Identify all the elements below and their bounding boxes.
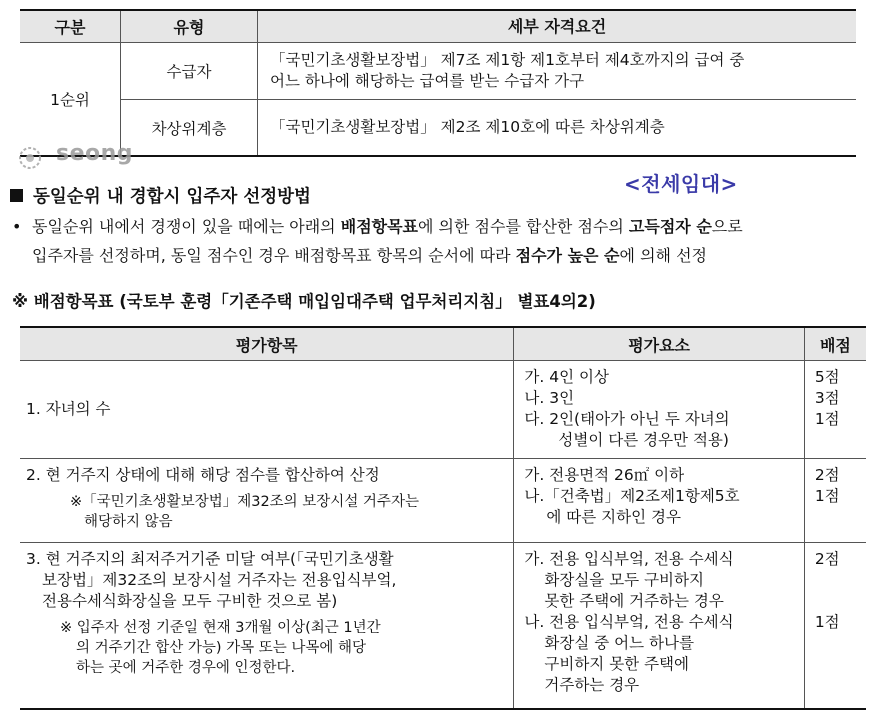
paragraph-line-2-text — [32, 246, 707, 265]
header-points: 배점 — [804, 327, 866, 361]
paragraph-line-1 — [12, 212, 872, 241]
eligibility-row — [20, 100, 856, 157]
scoring-header-row — [20, 327, 866, 361]
elements-cell — [514, 361, 804, 459]
paragraph-text: 에 의한 점수를 합산한 점수의 — [418, 217, 629, 236]
point-value: 5점 — [814, 368, 840, 386]
paragraph-line-2 — [12, 241, 872, 270]
detail-cell — [258, 100, 857, 157]
criteria-note: 의 거주기간 합산 가능) 가목 또는 나목에 해당 — [76, 640, 367, 656]
jeonse-tag: <전세임대> — [624, 172, 738, 196]
detail-line: 「국민기초생활보장법」 제2조 제10호에 따른 차상위계층 — [270, 118, 665, 136]
criteria-note: 하는 곳에 거주한 경우에 인정한다. — [76, 660, 296, 676]
point-value — [815, 591, 866, 612]
criteria-line: 전용수세식화장실을 모두 구비한 것으로 봄) — [42, 592, 338, 610]
criteria-note: 해당하지 않음 — [84, 514, 173, 530]
type-cell: 수급자 — [121, 43, 258, 100]
header-type: 유형 — [121, 10, 258, 43]
elements-cell — [514, 459, 804, 543]
selection-paragraph — [12, 212, 872, 270]
header-elements: 평가요소 — [514, 327, 804, 361]
element-line: 화장실을 모두 구비하지 — [544, 571, 704, 589]
paragraph-text: 으로 — [711, 217, 743, 236]
square-bullet-icon — [10, 189, 23, 202]
point-value: 1점 — [814, 613, 840, 631]
emphasis-text: 배점항목표 — [340, 217, 419, 236]
detail-line: 어느 하나에 해당하는 급여를 받는 수급자 가구 — [270, 72, 585, 90]
element-line: 다. 2인(태아가 아닌 두 자녀의 — [524, 410, 730, 428]
point-value: 1점 — [814, 410, 840, 428]
detail-line: 「국민기초생활보장법」 제7조 제1항 제1호부터 제4호까지의 급여 중 — [270, 51, 745, 69]
scoring-table — [20, 326, 866, 710]
criteria-cell — [20, 459, 514, 543]
criteria-line: 3. 현 거주지의 최저주거기준 미달 여부(「국민기초생활 — [26, 550, 394, 568]
criteria-cell — [20, 543, 514, 709]
element-line: 화장실 중 어느 하나를 — [544, 634, 694, 652]
section-title — [10, 183, 311, 208]
scoring-table-title: ※ 배점항목표 (국토부 훈령「기존주택 매입임대주택 업무처리지침」 별표4의2) — [12, 292, 596, 311]
element-line: 나. 3인 — [524, 389, 575, 407]
point-value — [815, 570, 866, 591]
eligibility-table — [20, 9, 856, 157]
emphasis-text: 점수가 높은 순 — [515, 246, 620, 265]
emphasis-text: 고득점자 순 — [628, 217, 712, 236]
paragraph-text: 입주자를 선정하며, 동일 점수인 경우 배점항목표 항목의 순서에 따라 — [32, 246, 516, 265]
seong-watermark — [12, 141, 134, 173]
paragraph-text: 에 의해 선정 — [619, 246, 707, 265]
watermark-logo-icon — [12, 143, 52, 173]
element-line: 에 따른 지하인 경우 — [546, 508, 681, 526]
header-category: 구분 — [20, 10, 121, 43]
paragraph-text: 동일순위 내에서 경쟁이 있을 때에는 아래의 — [32, 217, 341, 236]
section-title-text: 동일순위 내 경합시 입주자 선정방법 — [33, 187, 311, 207]
point-value: 2점 — [814, 466, 840, 484]
criteria-cell — [20, 361, 514, 459]
points-cell — [804, 361, 866, 459]
point-value: 2점 — [814, 550, 840, 568]
scoring-row — [20, 459, 866, 543]
criteria-line: 1. 자녀의 수 — [26, 400, 111, 418]
element-line: 나.「건축법」제2조제1항제5호 — [524, 487, 740, 505]
criteria-note: ※ 입주자 선정 기준일 현재 3개월 이상(최근 1년간 — [60, 620, 381, 636]
rank-cell: 1순위 — [50, 91, 90, 109]
paragraph-line-1-text — [32, 217, 743, 236]
element-line: 가. 전용 입식부엌, 전용 수세식 — [524, 550, 734, 568]
points-cell — [804, 459, 866, 543]
element-line: 가. 4인 이상 — [524, 368, 609, 386]
element-line: 못한 주택에 거주하는 경우 — [544, 592, 724, 610]
criteria-line: 보장법」제32조의 보장시설 거주자는 전용입식부엌, — [42, 571, 397, 589]
header-detail: 세부 자격요건 — [258, 10, 857, 43]
header-criteria: 평가항목 — [20, 327, 514, 361]
element-line: 성별이 다른 경우만 적용) — [558, 431, 729, 449]
element-line: 거주하는 경우 — [544, 676, 640, 694]
eligibility-row — [20, 43, 856, 100]
element-line: 나. 전용 입식부엌, 전용 수세식 — [524, 613, 734, 631]
points-cell — [804, 543, 866, 709]
scoring-row — [20, 361, 866, 459]
detail-cell — [258, 43, 857, 100]
elements-cell — [514, 543, 804, 709]
watermark-text: seong — [56, 141, 134, 166]
eligibility-header-row — [20, 10, 856, 43]
type-cell: 차상위계층 — [121, 100, 258, 157]
point-value: 1점 — [814, 487, 840, 505]
bullet-dot-icon: • — [12, 217, 22, 236]
point-value: 3점 — [814, 389, 840, 407]
element-line: 가. 전용면적 26㎡ 이하 — [524, 466, 685, 484]
scoring-row — [20, 543, 866, 709]
criteria-line: 2. 현 거주지 상태에 대해 해당 점수를 합산하여 산정 — [26, 466, 380, 484]
criteria-note: ※「국민기초생활보장법」제32조의 보장시설 거주자는 — [70, 494, 419, 510]
element-line: 구비하지 못한 주택에 — [544, 655, 690, 673]
